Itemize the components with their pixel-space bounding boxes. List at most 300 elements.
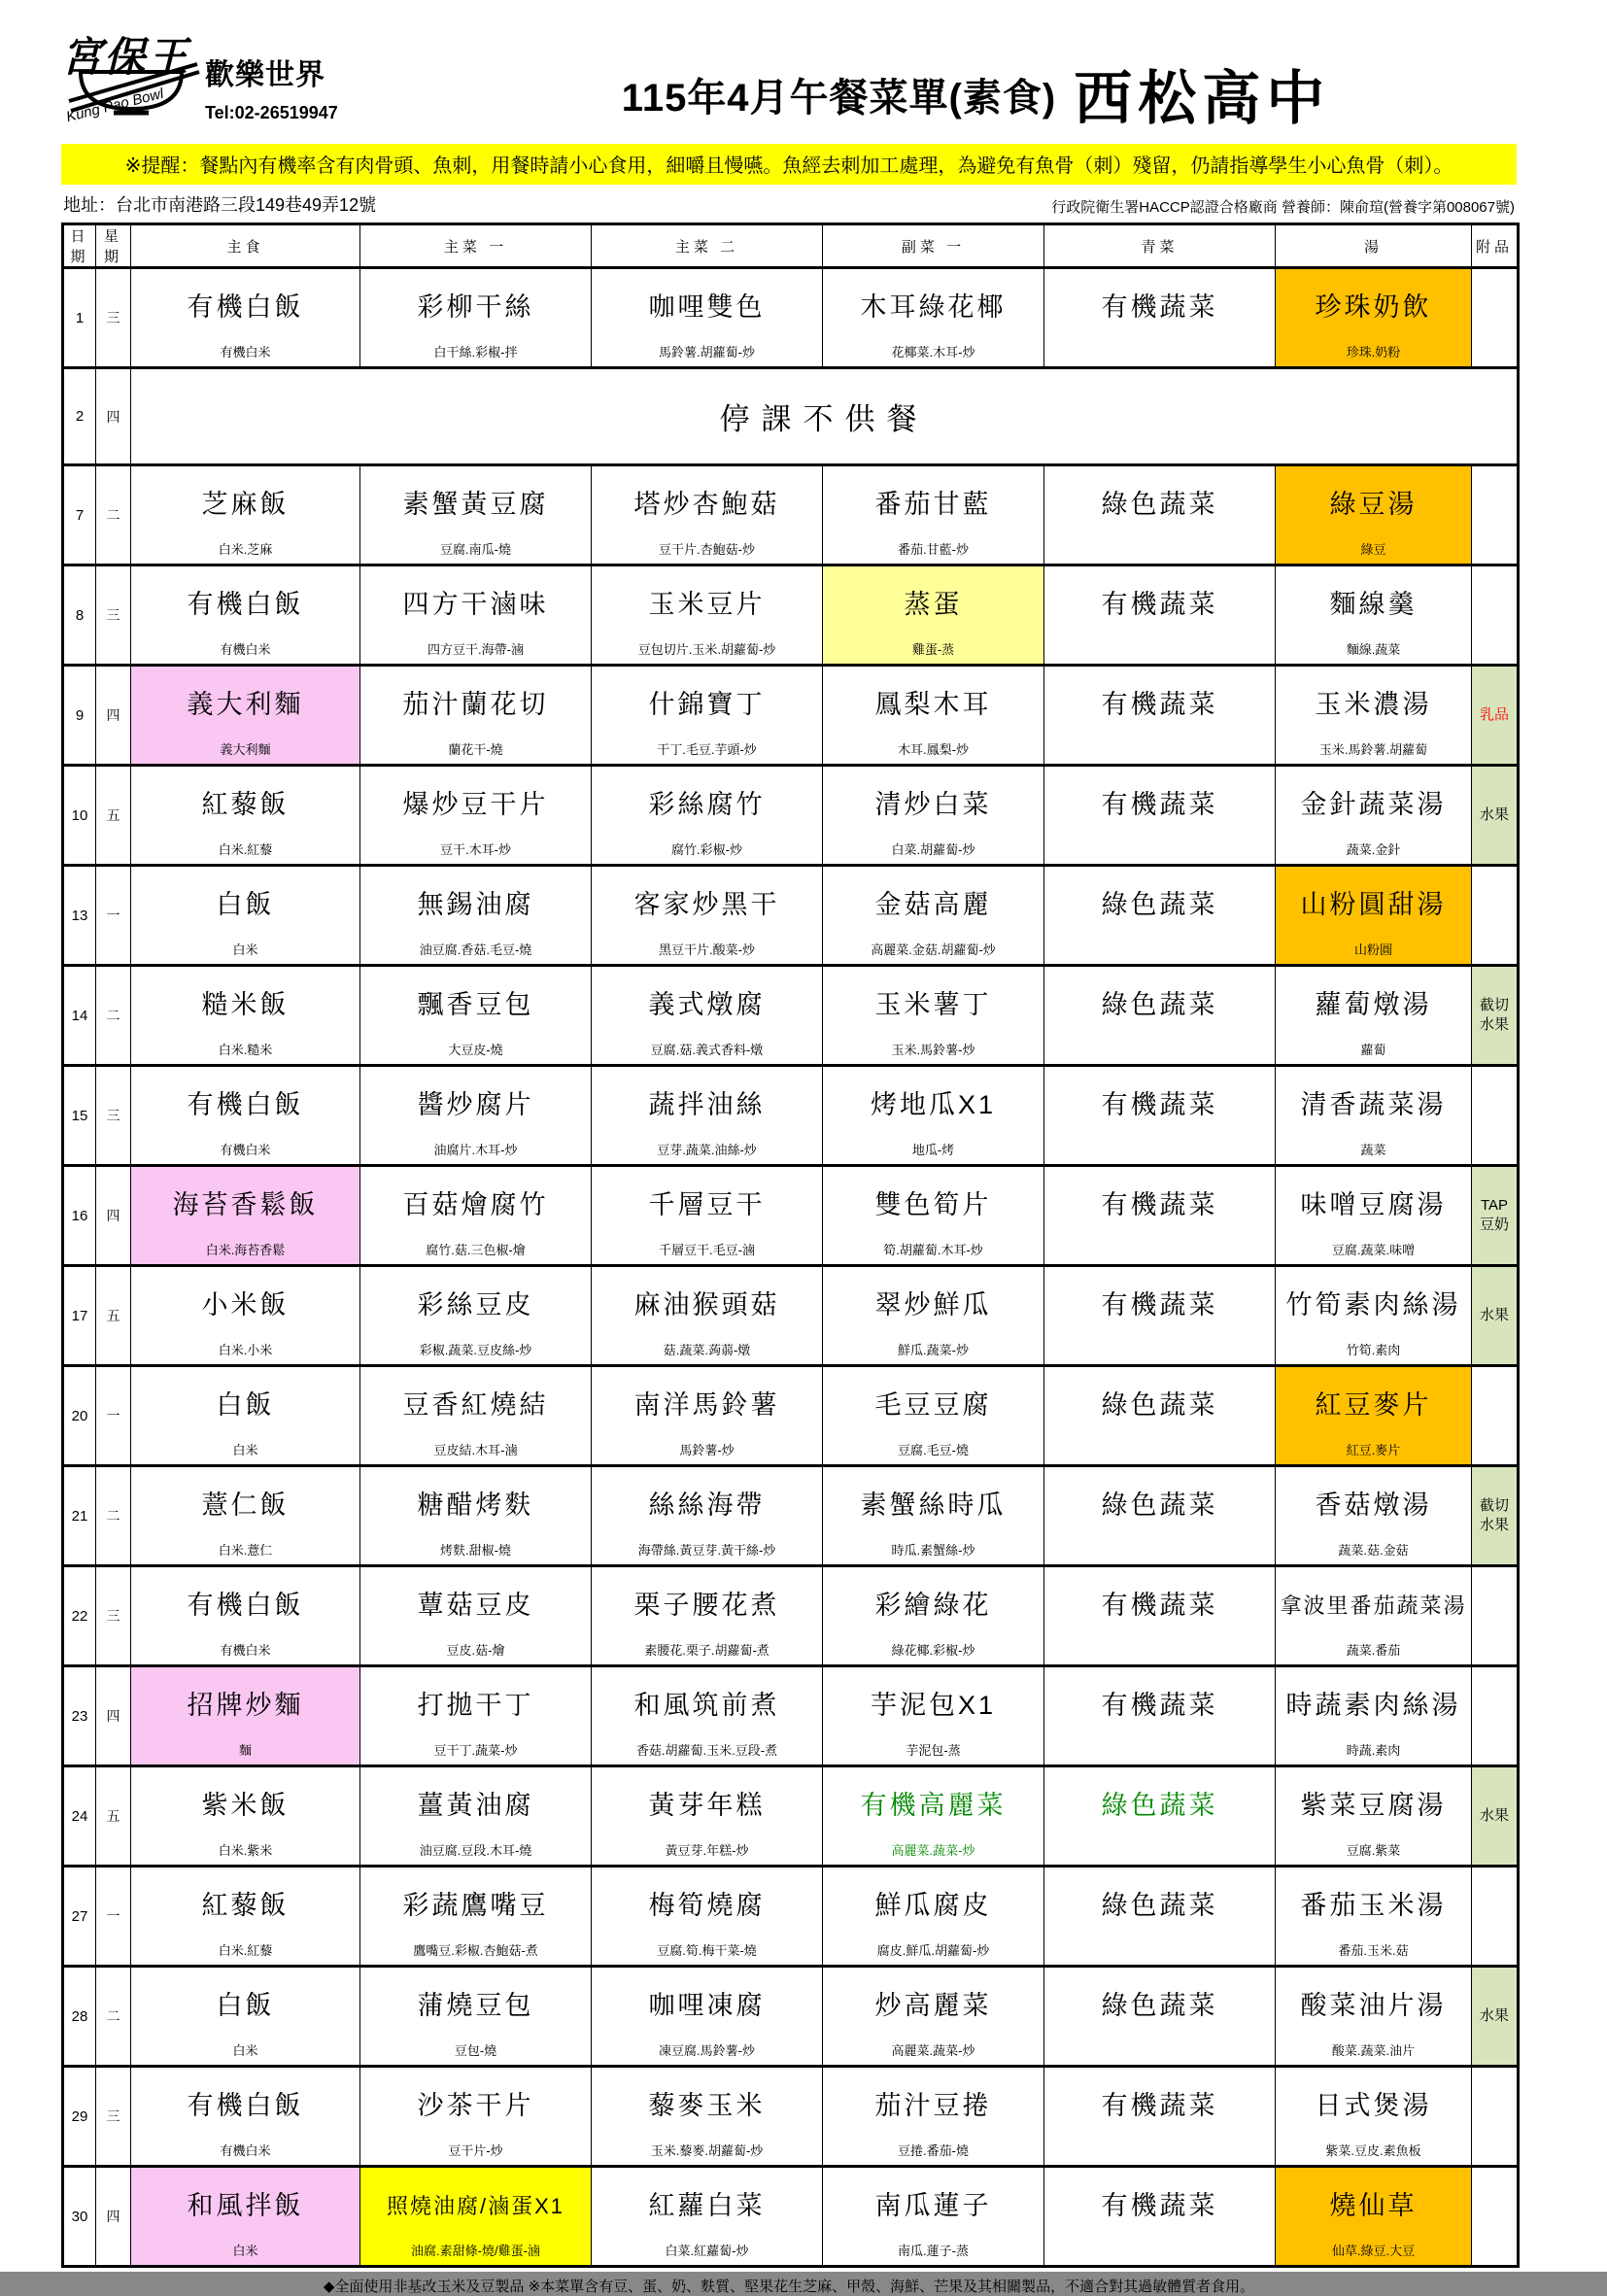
dish-name: 有機白飯 [187,2091,304,2121]
dish-cell-inner [592,767,822,864]
cell-main-dish-2 [592,1666,823,1766]
cell-soup [1276,1967,1472,2067]
menu-row-21 [63,1466,1519,1566]
dish-name: 綠色蔬菜 [1101,1491,1218,1521]
dish-name: 蕈菇豆皮 [417,1591,534,1621]
cell-side-dish-1 [823,1867,1044,1967]
dish-name: 彩繪綠花 [874,1591,992,1621]
dish-ingredients: 蘿蔔 [1360,1043,1386,1057]
dish-name: 白飯 [216,1991,275,2021]
dish-cell-inner [823,269,1043,366]
dish-name: 綠色蔬菜 [1101,1390,1218,1421]
dish-ingredients: 豆干片-炒 [448,2143,503,2158]
dish-name: 蘿蔔燉湯 [1315,990,1432,1020]
cell-main-dish-1 [360,1366,592,1466]
cell-staple [131,268,360,368]
dish-cell-inner [1044,767,1275,864]
dish-cell-inner [823,867,1043,964]
cell-staple [131,666,360,766]
dish-ingredients: 豆包切片.玉米.胡蘿蔔-炒 [637,642,776,657]
dish-cell-inner [131,1767,359,1865]
dish-ingredients: 豆皮.菇-燴 [446,1643,505,1658]
dish-ingredients [1046,1640,1273,1660]
dish-cell-inner [1044,1968,1275,2065]
dish-ingredients: 素腰花.栗子.胡蘿蔔-煮 [644,1643,769,1658]
cell-main-dish-2 [592,1266,823,1366]
date-cell: 20 [63,1366,96,1466]
cell-soup [1276,1867,1472,1967]
dish-ingredients: 大豆皮-燒 [448,1043,503,1057]
cell-extra: 水果 [1472,1266,1519,1366]
dish-ingredients: 白米.紅藜 [218,1943,273,1958]
dish-name: 義式燉腐 [648,990,766,1020]
date-cell: 30 [63,2167,96,2267]
cell-soup [1276,1066,1472,1166]
dish-ingredients: 時蔬.素肉 [1346,1743,1401,1758]
weekday-cell: 三 [96,1066,131,1166]
dish-name: 紅藜飯 [201,1891,290,1921]
menu-row-27 [63,1867,1519,1967]
dish-cell-inner [592,1067,822,1164]
dish-ingredients: 紅豆.麥片 [1346,1443,1401,1457]
dish-ingredients: 腐皮.鮮瓜.胡蘿蔔-炒 [876,1943,990,1958]
cell-main-dish-2 [592,268,823,368]
dish-ingredients: 白菜.胡蘿蔔-炒 [891,842,975,857]
cell-main-dish-1 [360,465,592,565]
menu-table [61,223,1520,2268]
dish-name: 蒸蛋 [904,590,963,620]
dish-ingredients: 有機白米 [220,642,271,657]
dish-name: 白飯 [216,890,275,920]
dish-ingredients: 豆干丁.蔬菜-炒 [433,1743,518,1758]
dish-name: 芋泥包X1 [870,1691,997,1721]
column-header-5: 主菜 二 [592,224,823,268]
cell-vegetable [1044,966,1276,1066]
dish-ingredients: 豆腐.筍.梅干菜-燒 [657,1943,757,1958]
dish-cell-inner [131,967,359,1064]
date-cell: 2 [63,368,96,465]
cell-vegetable [1044,866,1276,966]
dish-cell-inner [1044,1367,1275,1464]
dish-cell-inner [1276,1567,1471,1664]
dish-ingredients: 白米.薏仁 [218,1543,273,1558]
dish-cell-inner [592,1667,822,1765]
dish-ingredients: 有機白米 [220,345,271,360]
dish-cell-inner [592,1467,822,1564]
dish-cell-inner [1044,1467,1275,1564]
dish-ingredients: 南瓜.蓮子-蒸 [898,2244,969,2258]
date-cell: 9 [63,666,96,766]
dish-name: 薏仁飯 [201,1491,290,1521]
dish-ingredients [1046,1140,1273,1159]
cell-staple [131,1066,360,1166]
date-cell: 7 [63,465,96,565]
safety-notice-banner: ※提醒：餐點內有機率含有肉骨頭、魚刺，用餐時請小心食用，細嚼且慢嚥。魚經去刺加工處理，為避免有魚骨（刺）殘留，仍請指導學生小心魚骨（刺）。 [61,144,1517,185]
dish-cell-inner [1276,1868,1471,1965]
cell-vegetable [1044,2067,1276,2167]
date-cell: 29 [63,2067,96,2167]
dish-name: 打拋干丁 [417,1691,534,1721]
dish-name: 飄香豆包 [417,990,534,1020]
dish-cell-inner [131,1567,359,1664]
dish-cell-inner [360,1167,591,1264]
cell-side-dish-1 [823,1766,1044,1867]
dish-name: 有機蔬菜 [1101,1190,1218,1220]
cell-main-dish-1 [360,1566,592,1666]
weekday-cell: 四 [96,666,131,766]
dish-ingredients: 有機白米 [220,1643,271,1658]
dish-name: 燒仙草 [1329,2191,1418,2221]
dish-ingredients: 玉米.馬鈴薯.胡蘿蔔 [1318,742,1428,757]
column-header-6: 副菜 一 [823,224,1044,268]
dish-name: 塔炒杏鮑菇 [633,490,780,520]
cell-vegetable [1044,1166,1276,1266]
dish-ingredients: 珍珠.奶粉 [1346,345,1401,360]
dish-cell-inner [360,2068,591,2165]
cell-main-dish-2 [592,2067,823,2167]
date-cell: 27 [63,1867,96,1967]
cell-main-dish-1 [360,1967,592,2067]
column-header-3: 主食 [131,224,360,268]
dish-cell-inner [131,1868,359,1965]
dish-cell-inner [1044,566,1275,664]
cell-side-dish-1 [823,1967,1044,2067]
cell-main-dish-2 [592,1466,823,1566]
column-header-1: 日期 [63,224,96,268]
cell-vegetable [1044,1867,1276,1967]
dish-cell-inner [360,466,591,564]
weekday-cell: 五 [96,1266,131,1366]
cell-side-dish-1 [823,465,1044,565]
dish-name: 茄汁蘭花切 [402,690,549,720]
dish-name: 清香蔬菜湯 [1300,1090,1447,1120]
dish-ingredients: 花椰菜.木耳-炒 [891,345,975,360]
dish-ingredients [1046,739,1273,759]
dish-cell-inner [1044,2168,1275,2265]
column-header-7: 青菜 [1044,224,1276,268]
dish-name: 栗子腰花煮 [633,1591,780,1621]
dish-ingredients: 鮮瓜.蔬菜-炒 [898,1343,969,1357]
dish-cell-inner [1044,1267,1275,1364]
dish-cell-inner [360,1567,591,1664]
dish-ingredients [1046,840,1273,859]
dish-name: 綠色蔬菜 [1101,1991,1218,2021]
cell-main-dish-2 [592,1166,823,1266]
cell-extra: 水果 [1472,1967,1519,2067]
weekday-cell: 五 [96,766,131,866]
dish-ingredients: 千層豆干.毛豆-滷 [659,1243,755,1257]
dish-name: 爆炒豆干片 [402,790,549,820]
cell-main-dish-1 [360,1066,592,1166]
dish-ingredients: 玉米.藜麥.胡蘿蔔-炒 [650,2143,764,2158]
dish-cell-inner [823,566,1043,664]
dish-name: 紫米飯 [201,1791,290,1821]
cell-main-dish-1 [360,2067,592,2167]
date-cell: 8 [63,565,96,666]
cell-side-dish-1 [823,766,1044,866]
dish-cell-inner [1276,1767,1471,1865]
date-cell: 1 [63,268,96,368]
dish-cell-inner [823,1667,1043,1765]
dish-name: 木耳綠花椰 [860,292,1007,323]
dish-cell-inner [360,1067,591,1164]
dish-name: 彩蔬鷹嘴豆 [402,1891,549,1921]
dish-cell-inner [592,1868,822,1965]
cell-soup [1276,565,1472,666]
cell-main-dish-2 [592,1967,823,2067]
dish-cell-inner [360,967,591,1064]
dish-ingredients [1046,1340,1273,1359]
dish-name: 素蟹絲時瓜 [860,1491,1007,1521]
dish-cell-inner [823,1167,1043,1264]
column-header-row [63,224,1519,268]
cell-extra [1472,2167,1519,2267]
menu-row-30 [63,2167,1519,2267]
date-cell: 15 [63,1066,96,1166]
dish-cell-inner [1044,269,1275,366]
dish-name: 義大利麵 [187,690,304,720]
dish-name: 珍珠奶飲 [1315,292,1432,323]
dish-ingredients: 豆腐.毛豆-燒 [898,1443,969,1457]
dish-ingredients: 番茄.甘藍-炒 [898,542,969,557]
dish-name: 素蟹黃豆腐 [402,490,549,520]
cell-soup [1276,2067,1472,2167]
weekday-cell: 三 [96,1566,131,1666]
menu-row-20 [63,1366,1519,1466]
dish-ingredients: 白米.紫米 [218,1843,273,1858]
dish-ingredients: 凍豆腐.馬鈴薯-炒 [659,2043,755,2058]
dish-name: 和風拌飯 [187,2191,304,2221]
dish-name: 有機蔬菜 [1101,2191,1218,2221]
dish-ingredients [1046,1940,1273,1960]
dish-cell-inner [1276,269,1471,366]
dish-name: 有機白飯 [187,590,304,620]
cell-vegetable [1044,1967,1276,2067]
dish-name: 香菇燉湯 [1315,1491,1432,1521]
dish-cell-inner [592,667,822,764]
dish-cell-inner [1044,1868,1275,1965]
dish-cell-inner [1044,1167,1275,1264]
cell-vegetable [1044,2167,1276,2267]
weekday-cell: 三 [96,565,131,666]
dish-name: 山粉圓甜湯 [1300,890,1447,920]
menu-body [63,268,1519,2267]
dish-cell-inner [592,1267,822,1364]
dish-ingredients: 竹筍.素肉 [1346,1343,1401,1357]
cell-soup [1276,1366,1472,1466]
dish-name: 南洋馬鈴薯 [633,1390,780,1421]
dish-name: 番茄甘藍 [874,490,992,520]
dish-name: 梅筍燒腐 [648,1891,766,1921]
dish-ingredients [1046,2141,1273,2160]
dish-name: 綠豆湯 [1329,490,1418,520]
dish-cell-inner [823,1467,1043,1564]
date-cell: 13 [63,866,96,966]
dish-ingredients: 豆包-燒 [454,2043,497,2058]
date-cell: 14 [63,966,96,1066]
dish-ingredients: 白米 [232,942,258,957]
dish-ingredients: 鷹嘴豆.彩椒.杏鮑菇-煮 [413,1943,538,1958]
dish-cell-inner [1276,767,1471,864]
cell-side-dish-1 [823,2067,1044,2167]
menu-row-1 [63,268,1519,368]
dish-cell-inner [1044,867,1275,964]
dish-ingredients: 蔬菜.金針 [1346,842,1401,857]
dish-name: 黃芽年糕 [648,1791,766,1821]
cell-vegetable [1044,268,1276,368]
cell-soup [1276,666,1472,766]
dish-name: 有機高麗菜 [860,1791,1007,1821]
dish-cell-inner [823,1968,1043,2065]
dish-ingredients: 芋泥包-蒸 [906,1743,961,1758]
menu-row-29 [63,2067,1519,2167]
dish-ingredients [1046,539,1273,559]
cell-staple [131,2067,360,2167]
cell-main-dish-2 [592,666,823,766]
dish-cell-inner [823,1868,1043,1965]
dish-ingredients: 油豆腐.豆段.木耳-燒 [419,1843,532,1858]
dish-ingredients: 豆腐.南瓜-燒 [440,542,511,557]
dish-ingredients: 豆干片.杏鮑菇-炒 [659,542,755,557]
dish-cell-inner [592,1767,822,1865]
cell-side-dish-1 [823,565,1044,666]
dish-ingredients: 高麗菜.蔬菜-炒 [891,2043,975,2058]
dish-name: 有機蔬菜 [1101,1290,1218,1320]
cell-main-dish-1 [360,1666,592,1766]
vendor-phone: Tel:02-26519947 [205,103,338,122]
weekday-cell: 三 [96,2067,131,2167]
dish-cell-inner [592,2068,822,2165]
cell-staple [131,1867,360,1967]
dish-cell-inner [131,1467,359,1564]
cell-extra [1472,268,1519,368]
dish-ingredients [1046,1240,1273,1259]
cell-main-dish-1 [360,1466,592,1566]
allergen-footer: ◆全面使用非基改玉米及豆製品 ※本菜單含有豆、蛋、奶、麩質、堅果花生芝麻、甲殼、海鮮、芒果及其相關製品，不適合對其過敏體質者食用。 [323,2279,1255,2295]
cell-extra [1472,1666,1519,1766]
cell-side-dish-1 [823,2167,1044,2267]
dish-ingredients: 麵 [238,1743,252,1758]
dish-cell-inner [1044,1567,1275,1664]
cell-main-dish-2 [592,2167,823,2267]
menu-row-15 [63,1066,1519,1166]
dish-name: 醬炒腐片 [417,1090,534,1120]
cell-vegetable [1044,1366,1276,1466]
dish-ingredients: 玉米.馬鈴薯-炒 [891,1043,975,1057]
dish-name: 芝麻飯 [201,490,290,520]
cell-extra: 水果 [1472,1766,1519,1867]
weekday-cell: 三 [96,268,131,368]
dish-cell-inner [1044,466,1275,564]
cell-extra [1472,866,1519,966]
dish-ingredients: 白干絲.彩椒-拌 [433,345,518,360]
cell-side-dish-1 [823,966,1044,1066]
cell-extra [1472,565,1519,666]
dish-ingredients: 紫菜.豆皮.素魚板 [1325,2143,1421,2158]
dish-ingredients: 蔬菜 [1360,1143,1386,1157]
dish-name: 彩絲豆皮 [417,1290,534,1320]
dish-name: 綠色蔬菜 [1101,490,1218,520]
dish-ingredients: 白米.芝麻 [218,542,273,557]
dish-ingredients: 蔬菜.番茄 [1346,1643,1401,1658]
cell-staple [131,866,360,966]
dish-ingredients: 白米.海苔香鬆 [205,1243,286,1257]
cell-main-dish-2 [592,1566,823,1666]
dish-cell-inner [823,1767,1043,1865]
dish-ingredients: 義大利麵 [220,742,271,757]
dish-cell-inner [360,1767,591,1865]
dish-name: 南瓜蓮子 [874,2191,992,2221]
cell-vegetable [1044,666,1276,766]
dish-ingredients: 白米 [232,1443,258,1457]
menu-row-10 [63,766,1519,866]
dish-name: 綠色蔬菜 [1101,1791,1218,1821]
dish-ingredients: 香菇.胡蘿蔔.玉米.豆段-煮 [635,1743,778,1758]
dish-ingredients: 有機白米 [220,2143,271,2158]
dish-cell-inner [131,2168,359,2265]
dish-ingredients: 豆干.木耳-炒 [440,842,511,857]
dish-cell-inner [1276,667,1471,764]
menu-row-8 [63,565,1519,666]
dish-ingredients: 菇.蔬菜.蒟蒻-燉 [663,1343,751,1357]
cell-soup [1276,766,1472,866]
dish-cell-inner [131,867,359,964]
dish-cell-inner [1276,2168,1471,2265]
vendor-logo-right [205,51,338,123]
dish-name: 有機蔬菜 [1101,790,1218,820]
cell-staple [131,966,360,1066]
dish-ingredients [1046,1540,1273,1559]
dish-cell-inner [360,767,591,864]
menu-row-9 [63,666,1519,766]
cell-soup [1276,1566,1472,1666]
dish-ingredients: 四方豆干.海帶-滷 [427,642,524,657]
menu-title: 115年4月午餐菜單(素食) [621,76,1057,120]
dish-cell-inner [360,667,591,764]
dish-name: 海苔香鬆飯 [172,1190,319,1220]
cell-vegetable [1044,1666,1276,1766]
date-cell: 21 [63,1466,96,1566]
dish-ingredients: 豆皮結.木耳-滷 [433,1443,518,1457]
cell-side-dish-1 [823,1366,1044,1466]
weekday-cell: 二 [96,465,131,565]
dish-name: 鮮瓜腐皮 [874,1891,992,1921]
date-cell: 23 [63,1666,96,1766]
column-header-9: 附品 [1472,224,1519,268]
cell-extra: 截切水果 [1472,1466,1519,1566]
dish-ingredients: 油腐片.木耳-炒 [433,1143,518,1157]
dish-name: 蔬拌油絲 [648,1090,766,1120]
cell-main-dish-2 [592,866,823,966]
dish-name: 四方干滷味 [402,590,549,620]
dish-ingredients: 白米 [232,2244,258,2258]
cell-main-dish-1 [360,565,592,666]
cell-staple [131,565,360,666]
cell-main-dish-1 [360,666,592,766]
weekday-cell: 五 [96,1766,131,1867]
cell-staple [131,1266,360,1366]
dish-name: 招牌炒麵 [187,1691,304,1721]
dish-name: 玉米薯丁 [874,990,992,1020]
vendor-address: 地址：台北市南港路三段149巷49弄12號 [63,195,377,215]
cell-side-dish-1 [823,666,1044,766]
dish-ingredients: 黑豆干片.酸菜-炒 [659,942,755,957]
dish-name: 彩絲腐竹 [648,790,766,820]
menu-row-28 [63,1967,1519,2067]
dish-ingredients: 白米.小米 [218,1343,273,1357]
dish-name: 麻油猴頭菇 [633,1290,780,1320]
cell-soup [1276,1166,1472,1266]
